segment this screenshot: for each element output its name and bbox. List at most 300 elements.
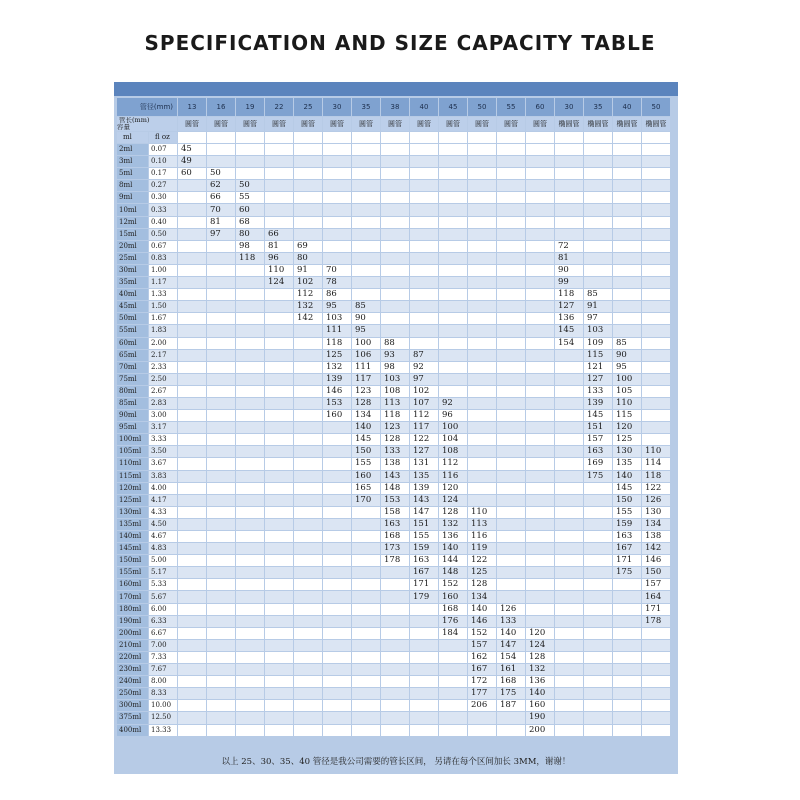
length-value-cell: 108 <box>439 446 467 457</box>
length-value-cell <box>439 374 467 385</box>
length-value-cell <box>526 398 554 409</box>
length-value-cell: 136 <box>439 531 467 542</box>
capacity-ml-cell: 12ml <box>117 217 148 228</box>
length-value-cell <box>613 688 641 699</box>
length-value-cell <box>323 217 351 228</box>
length-value-cell <box>439 652 467 663</box>
length-value-cell: 72 <box>555 241 583 252</box>
capacity-floz-cell: 6.33 <box>149 616 177 627</box>
length-value-cell <box>468 180 496 191</box>
length-value-cell: 171 <box>613 555 641 566</box>
length-value-cell <box>236 725 264 736</box>
table-row <box>117 350 670 361</box>
length-value-cell <box>642 180 670 191</box>
length-value-cell <box>207 301 235 312</box>
length-value-cell: 145 <box>584 410 612 421</box>
units-filler-cell <box>294 132 322 143</box>
capacity-ml-cell: 55ml <box>117 325 148 336</box>
length-value-cell <box>294 507 322 518</box>
length-value-cell <box>381 688 409 699</box>
length-value-cell <box>642 676 670 687</box>
table-row <box>117 725 670 736</box>
length-value-cell <box>410 192 438 203</box>
table-row <box>117 241 670 252</box>
length-value-cell <box>497 725 525 736</box>
length-value-cell <box>265 338 293 349</box>
length-value-cell <box>555 507 583 518</box>
length-value-cell <box>613 604 641 615</box>
length-value-cell <box>178 483 206 494</box>
length-value-cell <box>323 543 351 554</box>
length-value-cell <box>323 579 351 590</box>
length-value-cell <box>410 313 438 324</box>
length-value-cell <box>526 156 554 167</box>
capacity-floz-cell: 7.33 <box>149 652 177 663</box>
capacity-floz-cell: 4.33 <box>149 507 177 518</box>
length-value-cell <box>584 253 612 264</box>
length-value-cell: 165 <box>352 483 380 494</box>
length-value-cell <box>352 265 380 276</box>
length-value-cell <box>526 168 554 179</box>
length-value-cell <box>497 374 525 385</box>
length-value-cell <box>497 507 525 518</box>
length-value-cell <box>323 712 351 723</box>
length-value-cell <box>439 253 467 264</box>
length-value-cell <box>555 616 583 627</box>
length-value-cell: 132 <box>323 362 351 373</box>
length-value-cell <box>352 192 380 203</box>
unit-floz-label: fl oz <box>149 132 177 143</box>
length-value-cell <box>439 144 467 155</box>
length-value-cell <box>497 410 525 421</box>
page-title: SPECIFICATION AND SIZE CAPACITY TABLE <box>144 31 656 55</box>
length-value-cell: 115 <box>584 350 612 361</box>
length-value-cell <box>584 579 612 590</box>
length-value-cell: 102 <box>294 277 322 288</box>
length-value-cell <box>526 458 554 469</box>
length-value-cell <box>323 676 351 687</box>
length-value-cell <box>236 410 264 421</box>
length-value-cell: 90 <box>352 313 380 324</box>
length-value-cell <box>178 398 206 409</box>
length-value-cell <box>497 265 525 276</box>
length-value-cell <box>642 362 670 373</box>
length-value-cell: 147 <box>497 640 525 651</box>
length-value-cell <box>613 313 641 324</box>
length-value-cell <box>526 374 554 385</box>
units-header-row <box>117 132 670 143</box>
length-value-cell <box>265 410 293 421</box>
length-value-cell: 178 <box>642 616 670 627</box>
capacity-ml-cell: 130ml <box>117 507 148 518</box>
table-row <box>117 507 670 518</box>
length-value-cell <box>352 144 380 155</box>
length-value-cell <box>555 700 583 711</box>
capacity-floz-cell: 0.33 <box>149 204 177 215</box>
length-value-cell: 131 <box>410 458 438 469</box>
length-value-cell <box>265 350 293 361</box>
length-value-cell <box>497 313 525 324</box>
length-value-cell: 95 <box>613 362 641 373</box>
length-value-cell <box>497 229 525 240</box>
capacity-ml-cell: 60ml <box>117 338 148 349</box>
table-row <box>117 156 670 167</box>
length-value-cell: 70 <box>207 204 235 215</box>
length-value-cell: 106 <box>352 350 380 361</box>
length-value-cell <box>526 495 554 506</box>
length-value-cell: 112 <box>294 289 322 300</box>
length-value-cell <box>236 604 264 615</box>
table-row <box>117 579 670 590</box>
length-value-cell <box>381 664 409 675</box>
table-row <box>117 591 670 602</box>
length-value-cell <box>526 591 554 602</box>
length-value-cell <box>207 398 235 409</box>
length-value-cell <box>381 628 409 639</box>
length-value-cell <box>555 458 583 469</box>
length-value-cell <box>439 301 467 312</box>
length-value-cell: 105 <box>613 386 641 397</box>
length-value-cell <box>584 725 612 736</box>
length-value-cell <box>468 277 496 288</box>
capacity-ml-cell: 115ml <box>117 471 148 482</box>
length-value-cell <box>497 483 525 494</box>
length-value-cell <box>207 628 235 639</box>
table-row <box>117 652 670 663</box>
length-value-cell <box>468 338 496 349</box>
capacity-ml-cell: 155ml <box>117 567 148 578</box>
length-value-cell <box>555 471 583 482</box>
length-value-cell <box>236 579 264 590</box>
capacity-ml-cell: 75ml <box>117 374 148 385</box>
length-value-cell: 148 <box>381 483 409 494</box>
length-value-cell: 70 <box>323 265 351 276</box>
length-value-cell <box>236 458 264 469</box>
length-value-cell <box>236 350 264 361</box>
length-value-cell <box>497 471 525 482</box>
capacity-ml-cell: 190ml <box>117 616 148 627</box>
length-value-cell <box>207 676 235 687</box>
length-value-cell <box>584 676 612 687</box>
length-value-cell <box>352 579 380 590</box>
length-value-cell: 97 <box>410 374 438 385</box>
capacity-floz-cell: 13.33 <box>149 725 177 736</box>
length-value-cell <box>294 458 322 469</box>
capacity-ml-cell: 160ml <box>117 579 148 590</box>
length-value-cell <box>207 458 235 469</box>
length-value-cell: 184 <box>439 628 467 639</box>
length-value-cell <box>555 531 583 542</box>
diameter-header-cell: 60 <box>526 98 554 116</box>
length-value-cell: 49 <box>178 156 206 167</box>
length-value-cell: 124 <box>526 640 554 651</box>
length-value-cell: 50 <box>207 168 235 179</box>
capacity-floz-cell: 4.50 <box>149 519 177 530</box>
length-value-cell <box>294 664 322 675</box>
length-value-cell <box>265 398 293 409</box>
length-value-cell <box>584 519 612 530</box>
length-value-cell <box>265 168 293 179</box>
length-value-cell <box>265 362 293 373</box>
length-value-cell <box>497 422 525 433</box>
length-value-cell <box>352 604 380 615</box>
length-value-cell <box>236 688 264 699</box>
length-value-cell <box>555 640 583 651</box>
length-value-cell <box>323 495 351 506</box>
length-value-cell <box>410 325 438 336</box>
length-value-cell: 152 <box>439 579 467 590</box>
length-value-cell <box>439 712 467 723</box>
length-value-cell <box>439 640 467 651</box>
capacity-ml-cell: 10ml <box>117 204 148 215</box>
length-value-cell <box>381 156 409 167</box>
length-value-cell: 103 <box>584 325 612 336</box>
length-value-cell <box>352 229 380 240</box>
length-value-cell <box>584 192 612 203</box>
table-row <box>117 301 670 312</box>
length-value-cell <box>642 410 670 421</box>
length-value-cell <box>178 301 206 312</box>
table-row <box>117 628 670 639</box>
diameter-header-cell: 45 <box>439 98 467 116</box>
length-value-cell <box>468 712 496 723</box>
length-value-cell: 128 <box>352 398 380 409</box>
length-value-cell <box>555 446 583 457</box>
length-value-cell <box>584 204 612 215</box>
length-value-cell <box>236 446 264 457</box>
length-value-cell <box>236 664 264 675</box>
table-row <box>117 664 670 675</box>
length-value-cell <box>265 156 293 167</box>
length-value-cell <box>294 386 322 397</box>
length-value-cell <box>207 374 235 385</box>
length-value-cell <box>410 652 438 663</box>
diameter-header-cell: 13 <box>178 98 206 116</box>
length-value-cell <box>526 531 554 542</box>
length-value-cell <box>613 579 641 590</box>
length-value-cell: 100 <box>439 422 467 433</box>
diameter-header-cell: 40 <box>613 98 641 116</box>
length-value-cell <box>323 471 351 482</box>
capacity-floz-cell: 4.17 <box>149 495 177 506</box>
length-value-cell: 146 <box>642 555 670 566</box>
length-value-cell: 125 <box>468 567 496 578</box>
length-value-cell <box>265 725 293 736</box>
length-value-cell <box>352 616 380 627</box>
length-value-cell <box>468 168 496 179</box>
length-value-cell <box>178 204 206 215</box>
length-value-cell: 139 <box>584 398 612 409</box>
length-value-cell <box>410 604 438 615</box>
length-value-cell: 78 <box>323 277 351 288</box>
length-value-cell: 134 <box>468 591 496 602</box>
length-value-cell <box>439 725 467 736</box>
capacity-floz-cell: 2.67 <box>149 386 177 397</box>
length-value-cell: 118 <box>555 289 583 300</box>
length-value-cell: 136 <box>555 313 583 324</box>
length-value-cell <box>613 301 641 312</box>
length-value-cell <box>642 386 670 397</box>
length-value-cell <box>410 204 438 215</box>
length-value-cell <box>207 725 235 736</box>
length-value-cell <box>584 616 612 627</box>
length-value-cell <box>294 676 322 687</box>
length-value-cell <box>207 652 235 663</box>
length-value-cell <box>468 386 496 397</box>
length-value-cell <box>294 688 322 699</box>
table-row <box>117 471 670 482</box>
length-value-cell <box>236 543 264 554</box>
length-value-cell <box>323 204 351 215</box>
units-filler-cell <box>642 132 670 143</box>
length-value-cell: 120 <box>613 422 641 433</box>
length-value-cell <box>294 628 322 639</box>
length-value-cell <box>439 664 467 675</box>
length-value-cell: 95 <box>323 301 351 312</box>
length-value-cell <box>497 712 525 723</box>
capacity-ml-cell: 145ml <box>117 543 148 554</box>
length-value-cell <box>294 325 322 336</box>
table-row <box>117 229 670 240</box>
length-value-cell <box>294 192 322 203</box>
length-value-cell: 153 <box>381 495 409 506</box>
shape-header-cell: 圆管 <box>526 117 554 131</box>
table-frame-top-bar <box>114 82 678 96</box>
capacity-floz-cell: 3.50 <box>149 446 177 457</box>
units-filler-cell <box>555 132 583 143</box>
length-value-cell <box>526 507 554 518</box>
length-value-cell <box>236 616 264 627</box>
length-value-cell: 175 <box>613 567 641 578</box>
length-value-cell: 126 <box>642 495 670 506</box>
length-value-cell <box>265 531 293 542</box>
diameter-header-cell: 50 <box>468 98 496 116</box>
length-value-cell <box>468 289 496 300</box>
capacity-floz-cell: 0.83 <box>149 253 177 264</box>
length-value-cell <box>323 434 351 445</box>
length-value-cell: 143 <box>381 471 409 482</box>
length-value-cell <box>178 265 206 276</box>
length-value-cell: 120 <box>526 628 554 639</box>
length-value-cell <box>439 168 467 179</box>
capacity-ml-cell: 250ml <box>117 688 148 699</box>
length-value-cell <box>352 543 380 554</box>
length-value-cell <box>178 700 206 711</box>
length-value-cell <box>294 144 322 155</box>
capacity-floz-cell: 3.83 <box>149 471 177 482</box>
length-value-cell <box>526 325 554 336</box>
length-value-cell: 125 <box>323 350 351 361</box>
length-value-cell <box>265 712 293 723</box>
capacity-floz-cell: 2.17 <box>149 350 177 361</box>
length-value-cell <box>265 180 293 191</box>
capacity-floz-cell: 5.00 <box>149 555 177 566</box>
capacity-floz-cell: 1.50 <box>149 301 177 312</box>
length-value-cell: 118 <box>642 471 670 482</box>
length-value-cell <box>468 204 496 215</box>
capacity-floz-cell: 10.00 <box>149 700 177 711</box>
length-value-cell <box>178 410 206 421</box>
length-value-cell: 117 <box>410 422 438 433</box>
length-value-cell <box>497 543 525 554</box>
length-value-cell <box>294 410 322 421</box>
length-value-cell <box>381 604 409 615</box>
capacity-ml-cell: 20ml <box>117 241 148 252</box>
length-value-cell <box>555 579 583 590</box>
table-row <box>117 458 670 469</box>
length-value-cell <box>555 483 583 494</box>
length-value-cell: 171 <box>642 604 670 615</box>
length-value-cell: 146 <box>468 616 496 627</box>
length-value-cell: 124 <box>265 277 293 288</box>
length-value-cell <box>381 168 409 179</box>
length-value-cell <box>584 640 612 651</box>
length-value-cell: 97 <box>584 313 612 324</box>
length-value-cell <box>207 386 235 397</box>
length-value-cell <box>294 567 322 578</box>
table-row <box>117 410 670 421</box>
length-value-cell <box>410 217 438 228</box>
length-value-cell <box>555 604 583 615</box>
length-value-cell <box>555 350 583 361</box>
length-value-cell: 169 <box>584 458 612 469</box>
length-value-cell <box>526 241 554 252</box>
length-value-cell <box>468 495 496 506</box>
length-value-cell <box>178 458 206 469</box>
length-value-cell: 125 <box>613 434 641 445</box>
length-value-cell <box>468 422 496 433</box>
length-value-cell <box>352 156 380 167</box>
length-value-cell: 69 <box>294 241 322 252</box>
length-value-cell: 110 <box>265 265 293 276</box>
length-value-cell <box>439 313 467 324</box>
length-value-cell: 93 <box>381 350 409 361</box>
length-value-cell <box>352 507 380 518</box>
table-row <box>117 531 670 542</box>
length-value-cell <box>468 241 496 252</box>
length-value-cell: 168 <box>497 676 525 687</box>
length-value-cell <box>555 398 583 409</box>
table-row <box>117 567 670 578</box>
length-value-cell: 118 <box>381 410 409 421</box>
length-value-cell <box>642 313 670 324</box>
length-value-cell: 103 <box>323 313 351 324</box>
length-value-cell: 128 <box>381 434 409 445</box>
length-value-cell <box>207 313 235 324</box>
table-row <box>117 313 670 324</box>
length-value-cell: 118 <box>323 338 351 349</box>
length-value-cell <box>352 555 380 566</box>
units-filler-cell <box>468 132 496 143</box>
length-value-cell <box>265 458 293 469</box>
table-row <box>117 495 670 506</box>
length-value-cell: 81 <box>555 253 583 264</box>
length-value-cell: 140 <box>526 688 554 699</box>
length-value-cell <box>526 579 554 590</box>
length-value-cell <box>497 204 525 215</box>
length-value-cell: 126 <box>497 604 525 615</box>
length-value-cell <box>352 531 380 542</box>
length-value-cell: 120 <box>439 483 467 494</box>
length-value-cell <box>294 446 322 457</box>
length-value-cell <box>236 495 264 506</box>
capacity-ml-cell: 105ml <box>117 446 148 457</box>
table-row <box>117 676 670 687</box>
length-value-cell <box>613 217 641 228</box>
length-value-cell <box>265 519 293 530</box>
length-value-cell <box>526 301 554 312</box>
length-value-cell <box>265 313 293 324</box>
